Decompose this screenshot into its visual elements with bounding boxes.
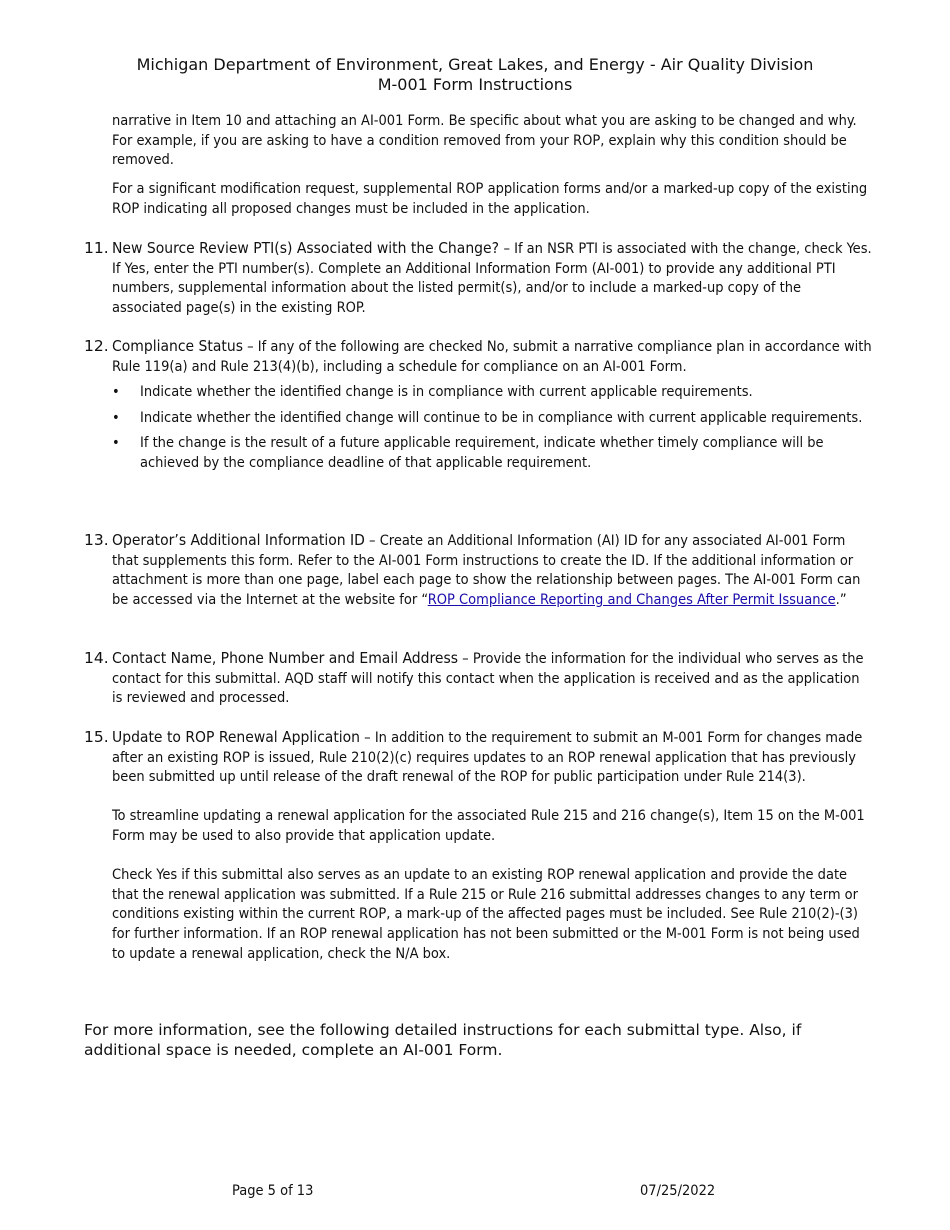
item-15: [84, 728, 874, 964]
compliance-bullet-list: [112, 383, 874, 473]
closing-paragraph: For more information, see the following detailed instructions for each submittal type. Also, if additional space is needed, complete an AI-001 Form.: [84, 1021, 802, 1059]
item-number: 15.: [84, 728, 109, 746]
item-number: 13.: [84, 531, 109, 549]
list-item: • Indicate whether the identified change is in compliance with current applicable requirements.: [112, 383, 874, 403]
revision-date: 07/25/2022: [640, 1183, 716, 1199]
list-item: • If the change is the result of a future applicable requirement, indicate whether timely compliance will be achieved by the compliance deadline of that applicable requirement.: [112, 435, 824, 471]
item-14-title: Contact Name, Phone Number and Email Address: [112, 649, 459, 667]
bullet-icon: •: [112, 409, 120, 426]
page-number: Page 5 of 13: [232, 1183, 314, 1199]
item-12-title: Compliance Status: [112, 337, 243, 355]
item-14-text: – Provide the information for the individual who serves as the contact for this submittal. AQD staff will notify this contact when the application is received and as the application is reviewed and processed.: [112, 651, 864, 707]
item-14: [84, 649, 874, 709]
item-11-text: – If an NSR PTI is associated with the change, check Yes. If Yes, enter the PTI number(s). Complete an Additional Information Form (AI-001) to provide any additional PTI numbers, supplemental information about the listed permit(s), and/or to include a marked-up copy of the associated page(s) in the existing ROP.: [112, 241, 872, 316]
item-number: 11.: [84, 239, 109, 257]
bullet-icon: •: [112, 435, 120, 452]
item-13-title: Operator’s Additional Information ID: [112, 531, 365, 549]
item-15-title: Update to ROP Renewal Application: [112, 728, 361, 746]
item-13-text-end: .”: [835, 591, 847, 608]
item-13: [84, 531, 874, 610]
item-number: 14.: [84, 649, 109, 667]
list-item: • Indicate whether the identified change will continue to be in compliance with current applicable requirements.: [112, 409, 874, 429]
continuation-paragraph-2: For a significant modification request, supplemental ROP application forms and/or a marked-up copy of the existing ROP indicating all proposed changes must be included in the application.: [112, 181, 868, 217]
item-number: 12.: [84, 337, 109, 355]
header-form-title: M-001 Form Instructions: [377, 75, 573, 94]
page-header: [0, 55, 950, 95]
item-13-text: – Create an Additional Information (AI) ID for any associated AI-001 Form that supplements this form. Refer to the AI-001 Form instructions to create the ID. If the additional information or attachment is more than one page, label each page to show the relationship between pages. The AI-001 Form can be accessed via the Internet at the website for “: [112, 533, 861, 608]
header-agency: Michigan Department of Environment, Great Lakes, and Energy - Air Quality Division: [136, 55, 814, 74]
item-15-paragraph-2: To streamline updating a renewal application for the associated Rule 215 and 216 change(s), Item 15 on the M-001 Form may be used to also provide that application update.: [112, 808, 865, 844]
item-11: [84, 239, 874, 318]
continuation-paragraph-1: narrative in Item 10 and attaching an AI-001 Form. Be specific about what you are asking to be changed and why. For example, if you are asking to have a condition removed from your ROP, explain why this condition should be removed.: [112, 113, 857, 169]
item-11-title: New Source Review PTI(s) Associated with the Change?: [112, 239, 504, 257]
bullet-icon: •: [112, 384, 120, 401]
item-12: [84, 337, 874, 480]
rop-compliance-link[interactable]: ROP Compliance Reporting and Changes After Permit Issuance: [427, 591, 836, 608]
item-12-text: – If any of the following are checked No, submit a narrative compliance plan in accordance with Rule 119(a) and Rule 213(4)(b), including a schedule for compliance on an AI-001 Form.: [112, 339, 872, 375]
item-15-text: – In addition to the requirement to submit an M-001 Form for changes made after an existing ROP is issued, Rule 210(2)(c) requires updates to an ROP renewal application that has previously been submitted up until release of the draft renewal of the ROP for public participation under Rule 214(3).: [112, 730, 863, 786]
item-15-paragraph-3: Check Yes if this submittal also serves as an update to an existing ROP renewal application and provide the date that the renewal application was submitted. If a Rule 215 or Rule 216 submittal addresses changes to any term or conditions existing within the current ROP, a mark-up of the affected pages must be included. See Rule 210(2)-(3) for further information. If an ROP renewal application has not been submitted or the M-001 Form is not being used to update a renewal application, check the N/A box.: [112, 867, 860, 962]
